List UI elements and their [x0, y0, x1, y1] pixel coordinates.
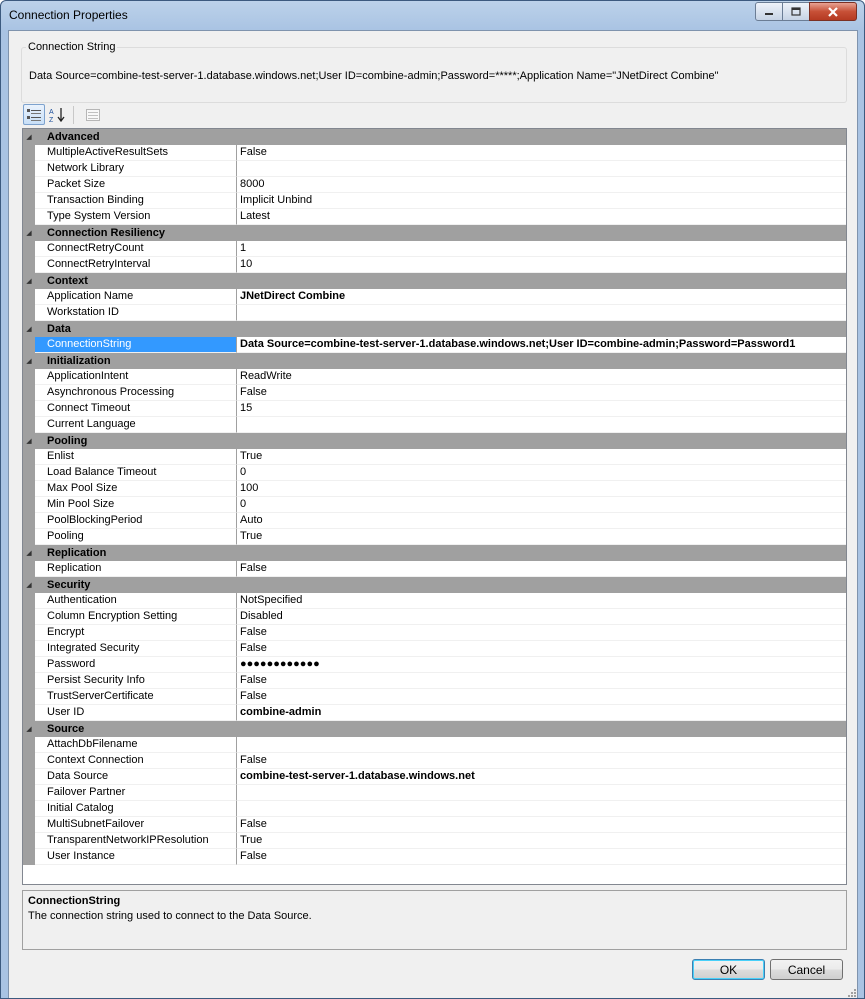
property-name[interactable]: Load Balance Timeout [35, 465, 237, 481]
property-row[interactable] [23, 689, 846, 705]
minimize-button[interactable] [755, 2, 783, 21]
property-name[interactable]: User Instance [35, 849, 237, 865]
property-row[interactable] [23, 849, 846, 865]
property-value[interactable]: Latest [237, 209, 846, 225]
property-name[interactable]: Asynchronous Processing [35, 385, 237, 401]
property-value[interactable]: False [237, 145, 846, 161]
grid-margin [23, 705, 35, 721]
property-row[interactable] [23, 257, 846, 273]
grid-margin [23, 193, 35, 209]
property-name[interactable]: PoolBlockingPeriod [35, 513, 237, 529]
property-row[interactable] [23, 289, 846, 305]
property-row[interactable] [23, 673, 846, 689]
grid-margin [23, 401, 35, 417]
property-value[interactable] [237, 801, 846, 817]
property-value[interactable]: 1 [237, 241, 846, 257]
title-bar[interactable] [1, 1, 864, 29]
grid-margin [23, 833, 35, 849]
category-name: Connection Resiliency [47, 227, 165, 239]
property-name[interactable]: Packet Size [35, 177, 237, 193]
property-value[interactable]: ●●●●●●●●●●●● [237, 657, 846, 673]
property-row[interactable] [23, 513, 846, 529]
property-name[interactable]: MultiSubnetFailover [35, 817, 237, 833]
property-value[interactable]: 8000 [237, 177, 846, 193]
dialog-client-area [8, 30, 858, 999]
property-name[interactable]: Encrypt [35, 625, 237, 641]
property-row[interactable] [23, 785, 846, 801]
grid-margin [23, 513, 35, 529]
connection-string-value: Data Source=combine-test-server-1.database.windows.net;User ID=combine-admin;Password=*****;Application Name="JNetDirect Combine" [29, 70, 719, 82]
property-row[interactable] [23, 593, 846, 609]
property-name[interactable]: Type System Version [35, 209, 237, 225]
property-value[interactable]: 15 [237, 401, 846, 417]
property-row[interactable] [23, 481, 846, 497]
category-row[interactable] [23, 225, 846, 241]
property-row[interactable] [23, 369, 846, 385]
property-name[interactable]: Persist Security Info [35, 673, 237, 689]
property-row[interactable] [23, 161, 846, 177]
property-name[interactable]: Data Source [35, 769, 237, 785]
grid-margin [23, 481, 35, 497]
help-pane [22, 890, 847, 950]
category-row[interactable] [23, 545, 846, 561]
grid-margin [23, 145, 35, 161]
grid-margin [23, 769, 35, 785]
grid-margin [23, 753, 35, 769]
category-row[interactable] [23, 321, 846, 337]
property-row[interactable] [23, 753, 846, 769]
resize-grip-icon[interactable] [846, 987, 856, 997]
grid-margin [23, 289, 35, 305]
category-name: Replication [47, 547, 107, 559]
grid-margin [23, 817, 35, 833]
property-value[interactable] [237, 417, 846, 433]
property-row[interactable] [23, 609, 846, 625]
collapse-triangle-icon[interactable]: ◢ [26, 438, 32, 445]
property-row[interactable] [23, 177, 846, 193]
category-row[interactable] [23, 433, 846, 449]
grid-margin [23, 257, 35, 273]
category-name: Security [47, 579, 91, 591]
grid-margin [23, 161, 35, 177]
connection-string-label: Connection String [28, 41, 116, 53]
property-name[interactable]: Network Library [35, 161, 237, 177]
categorized-view-icon [26, 108, 42, 122]
categorized-button[interactable] [23, 104, 45, 125]
property-name[interactable]: Workstation ID [35, 305, 237, 321]
grid-margin [23, 785, 35, 801]
property-value[interactable]: False [237, 689, 846, 705]
property-name[interactable]: ConnectRetryInterval [35, 257, 237, 273]
grid-margin [23, 369, 35, 385]
property-row[interactable] [23, 529, 846, 545]
grid-margin [23, 801, 35, 817]
grid-margin [23, 305, 35, 321]
category-name: Source [47, 723, 85, 735]
grid-margin [23, 209, 35, 225]
property-value[interactable]: 10 [237, 257, 846, 273]
property-value[interactable] [237, 737, 846, 753]
property-row[interactable] [23, 737, 846, 753]
grid-margin [23, 593, 35, 609]
property-row[interactable] [23, 705, 846, 721]
grid-margin [23, 449, 35, 465]
property-name[interactable]: Max Pool Size [35, 481, 237, 497]
property-name[interactable]: ConnectionString [35, 337, 237, 353]
property-pages-button[interactable] [82, 104, 104, 125]
property-value[interactable]: False [237, 625, 846, 641]
property-row[interactable] [23, 801, 846, 817]
property-row[interactable] [23, 769, 846, 785]
property-row[interactable] [23, 449, 846, 465]
property-name[interactable]: Transaction Binding [35, 193, 237, 209]
alphabetical-sort-icon [48, 107, 66, 123]
property-value[interactable]: Implicit Unbind [237, 193, 846, 209]
property-name[interactable]: Pooling [35, 529, 237, 545]
ok-button[interactable]: OK [692, 959, 765, 980]
property-row[interactable] [23, 209, 846, 225]
property-name[interactable]: Password [35, 657, 237, 673]
grid-margin [23, 609, 35, 625]
property-value[interactable]: combine-test-server-1.database.windows.net [237, 769, 846, 785]
collapse-triangle-icon[interactable]: ◢ [26, 134, 32, 141]
grid-margin [23, 177, 35, 193]
grid-margin [23, 849, 35, 865]
property-row[interactable] [23, 561, 846, 577]
property-value[interactable] [237, 785, 846, 801]
property-row[interactable] [23, 417, 846, 433]
grid-margin [23, 641, 35, 657]
category-name: Context [47, 275, 88, 287]
property-name[interactable]: TransparentNetworkIPResolution [35, 833, 237, 849]
property-row[interactable] [23, 385, 846, 401]
grid-margin [23, 417, 35, 433]
property-row[interactable] [23, 465, 846, 481]
help-title: ConnectionString [28, 895, 121, 907]
help-description: The connection string used to connect to the Data Source. [28, 910, 312, 922]
category-name: Initialization [47, 355, 111, 367]
property-value[interactable]: False [237, 561, 846, 577]
property-row[interactable] [23, 337, 846, 353]
property-value[interactable]: False [237, 849, 846, 865]
grid-margin [23, 465, 35, 481]
property-row[interactable] [23, 817, 846, 833]
svg-text:A: A [49, 108, 54, 116]
category-name: Data [47, 323, 71, 335]
property-value[interactable]: False [237, 753, 846, 769]
connection-string-group [21, 41, 847, 103]
property-row[interactable] [23, 401, 846, 417]
property-row[interactable] [23, 193, 846, 209]
grid-margin [23, 625, 35, 641]
minimize-icon [764, 8, 774, 16]
property-name[interactable]: ApplicationIntent [35, 369, 237, 385]
grid-margin [23, 385, 35, 401]
window-title: Connection Properties [9, 8, 128, 22]
property-value[interactable]: False [237, 817, 846, 833]
property-name[interactable]: User ID [35, 705, 237, 721]
property-value[interactable]: 0 [237, 465, 846, 481]
category-row[interactable] [23, 353, 846, 369]
property-value[interactable] [237, 161, 846, 177]
property-name[interactable]: Context Connection [35, 753, 237, 769]
property-name[interactable]: Replication [35, 561, 237, 577]
property-name[interactable]: AttachDbFilename [35, 737, 237, 753]
close-icon [827, 7, 839, 17]
toolbar-separator [73, 106, 74, 124]
category-row[interactable] [23, 129, 846, 145]
grid-margin [23, 337, 35, 353]
property-value[interactable]: True [237, 529, 846, 545]
grid-margin [23, 561, 35, 577]
property-row[interactable] [23, 833, 846, 849]
property-value[interactable]: Data Source=combine-test-server-1.database.windows.net;User ID=combine-admin;Password=Password1 [237, 337, 846, 353]
property-grid-toolbar [23, 104, 843, 126]
property-value[interactable]: ReadWrite [237, 369, 846, 385]
property-name[interactable]: Failover Partner [35, 785, 237, 801]
category-name: Pooling [47, 435, 88, 447]
svg-text:Z: Z [49, 116, 54, 123]
property-row[interactable] [23, 305, 846, 321]
property-value[interactable]: 100 [237, 481, 846, 497]
property-row[interactable] [23, 657, 846, 673]
property-name[interactable]: Initial Catalog [35, 801, 237, 817]
collapse-triangle-icon[interactable]: ◢ [26, 582, 32, 589]
grid-margin [23, 497, 35, 513]
grid-margin [23, 657, 35, 673]
property-row[interactable] [23, 641, 846, 657]
property-value[interactable]: 0 [237, 497, 846, 513]
property-name[interactable]: Current Language [35, 417, 237, 433]
property-grid[interactable] [22, 128, 847, 885]
category-row[interactable] [23, 721, 846, 737]
collapse-triangle-icon[interactable]: ◢ [26, 726, 32, 733]
property-name[interactable]: Enlist [35, 449, 237, 465]
grid-margin [23, 673, 35, 689]
property-row[interactable] [23, 625, 846, 641]
property-name[interactable]: Authentication [35, 593, 237, 609]
property-value[interactable]: False [237, 385, 846, 401]
collapse-triangle-icon[interactable]: ◢ [26, 326, 32, 333]
category-row[interactable] [23, 577, 846, 593]
property-name[interactable]: Application Name [35, 289, 237, 305]
collapse-triangle-icon[interactable]: ◢ [26, 230, 32, 237]
property-value[interactable]: Disabled [237, 609, 846, 625]
property-value[interactable]: True [237, 833, 846, 849]
category-row[interactable] [23, 273, 846, 289]
alphabetical-button[interactable] [46, 104, 68, 125]
property-value[interactable]: combine-admin [237, 705, 846, 721]
grid-margin [23, 737, 35, 753]
property-value[interactable] [237, 305, 846, 321]
maximize-button[interactable] [782, 2, 810, 21]
grid-margin [23, 241, 35, 257]
collapse-triangle-icon[interactable]: ◢ [26, 550, 32, 557]
property-value[interactable]: Auto [237, 513, 846, 529]
property-name[interactable]: MultipleActiveResultSets [35, 145, 237, 161]
property-row[interactable] [23, 145, 846, 161]
property-name[interactable]: Column Encryption Setting [35, 609, 237, 625]
property-pages-icon [85, 108, 101, 122]
property-value[interactable]: False [237, 673, 846, 689]
property-name[interactable]: Min Pool Size [35, 497, 237, 513]
collapse-triangle-icon[interactable]: ◢ [26, 278, 32, 285]
cancel-button[interactable]: Cancel [770, 959, 843, 980]
grid-margin [23, 689, 35, 705]
property-row[interactable] [23, 241, 846, 257]
property-name[interactable]: Integrated Security [35, 641, 237, 657]
property-name[interactable]: ConnectRetryCount [35, 241, 237, 257]
close-button[interactable] [809, 2, 857, 21]
property-name[interactable]: TrustServerCertificate [35, 689, 237, 705]
grid-margin [23, 529, 35, 545]
property-value[interactable]: JNetDirect Combine [237, 289, 846, 305]
property-value[interactable]: True [237, 449, 846, 465]
category-name: Advanced [47, 131, 100, 143]
property-value[interactable]: False [237, 641, 846, 657]
collapse-triangle-icon[interactable]: ◢ [26, 358, 32, 365]
property-row[interactable] [23, 497, 846, 513]
property-name[interactable]: Connect Timeout [35, 401, 237, 417]
property-value[interactable]: NotSpecified [237, 593, 846, 609]
maximize-icon [791, 7, 801, 16]
